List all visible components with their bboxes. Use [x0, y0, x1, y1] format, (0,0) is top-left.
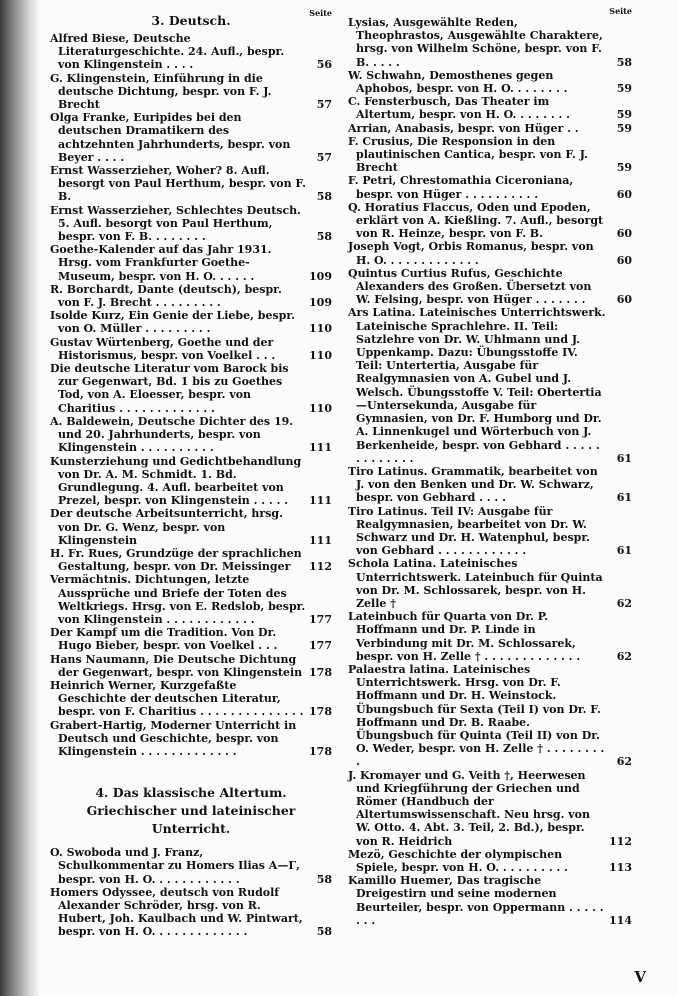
entry-text: R. Borchardt, Dante (deutsch), bespr. von F. J. Brecht . . . . . . . . . [50, 282, 282, 310]
index-entry [348, 306, 632, 464]
entry-page-number: 62 [616, 596, 632, 610]
seite-label-right: Seite [609, 6, 632, 16]
index-entry [50, 415, 332, 455]
entry-text: Vermächtnis. Dichtungen, letzte Aussprüche und Briefe der Toten des Weltkriegs. Hrsg. von E. Redslob, bespr. von Klingenstein . . . . . . . . . . . . [50, 573, 306, 626]
entry-text: O. Swoboda und J. Franz, Schulkommentar zu Homers Ilias A—Γ, bespr. von H. O. . . . . . . . . . . . [50, 846, 300, 886]
entry-page-number: 57 [316, 98, 332, 112]
entry-text: Tiro Latinus. Grammatik, bearbeitet von J. von den Benken und Dr. W. Schwarz, bespr. von Gebhard . . . . [348, 464, 598, 505]
entry-page-number: 60 [616, 187, 632, 201]
entry-page-number: 177 [309, 639, 332, 653]
index-entry [348, 663, 632, 769]
entry-page-number: 61 [616, 491, 632, 505]
left-column-header [50, 8, 332, 32]
entry-page-number: 59 [616, 121, 632, 135]
entry-text: Der deutsche Arbeitsunterricht, hrsg. von Dr. G. Wenz, bespr. von Klingenstein [50, 507, 283, 547]
entry-text: Arrian, Anabasis, bespr. von Hüger . . [348, 121, 579, 135]
entry-page-number: 59 [616, 161, 632, 175]
entry-text: F. Petri, Chrestomathia Ciceroniana, bespr. von Hüger . . . . . . . . . . [348, 174, 574, 201]
entry-page-number: 58 [316, 925, 332, 939]
seite-label-left: Seite [309, 8, 332, 18]
index-entry [50, 679, 332, 719]
entry-page-number: 61 [616, 451, 632, 465]
entry-page-number: 112 [309, 560, 332, 574]
index-entry [50, 72, 332, 112]
index-entry [50, 573, 332, 626]
entry-text: Mezö, Geschichte der olympischen Spiele, bespr. von H. O. . . . . . . . . . [348, 847, 568, 874]
page-number: V [634, 968, 646, 986]
entry-page-number: 58 [316, 872, 332, 886]
index-entry [348, 122, 632, 135]
entry-text: Schola Latina. Lateinisches Unterrichtswerk. Lateinbuch für Quinta von Dr. M. Schlossarek, bespr. von H. Zelle † [348, 557, 603, 610]
index-entry [50, 32, 332, 72]
index-entry [348, 201, 632, 241]
index-entry [50, 362, 332, 415]
entry-text: J. Kromayer und G. Veith †, Heerwesen und Kriegführung der Griechen und Römer (Handbuch der Altertumswissenschaft. Neu hrsg. von W. Otto. 4. Abt. 3. Teil, 2. Bd.), bespr. von R. Heidrich [348, 768, 590, 848]
entry-page-number: 58 [316, 190, 332, 204]
index-entry [348, 69, 632, 95]
entry-page-number: 59 [616, 82, 632, 96]
entry-page-number: 178 [309, 705, 332, 719]
entry-text: Hans Naumann, Die Deutsche Dichtung der Gegenwart, bespr. von Klingenstein [50, 652, 303, 679]
index-entry [348, 95, 632, 121]
entry-text: Q. Horatius Flaccus, Oden und Epoden, erklärt von A. Kießling. 7. Aufl., besorgt von R. Heinze, bespr. von F. B. [348, 200, 604, 241]
index-entry [50, 204, 332, 244]
index-entry [50, 336, 332, 362]
entry-page-number: 111 [309, 494, 332, 508]
entry-page-number: 113 [609, 861, 632, 874]
entry-text: H. Fr. Rues, Grundzüge der sprachlichen Gestaltung, bespr. von Dr. Meissinger [50, 546, 302, 574]
left-entry-list [50, 32, 332, 758]
index-entry [348, 505, 632, 558]
index-entry [348, 557, 632, 610]
entry-text: Grabert-Hartig, Moderner Unterricht in Deutsch und Geschichte, bespr. von Klingenstein . . . . . . . . . . . . . [50, 718, 297, 758]
entry-text: Tiro Latinus. Teil IV: Ausgabe für Realgymnasien, bearbeitet von Dr. W. Schwarz und Dr. H. Watenphul, bespr. von Gebhard . . . . . . . . . . . . [348, 504, 590, 558]
index-entry [50, 111, 332, 164]
entry-page-number: 60 [616, 253, 632, 267]
entry-text: Heinrich Werner, Kurzgefaßte Geschichte der deutschen Literatur, bespr. von F. Charitius . . . . . . . . . . . . . . [50, 678, 304, 719]
index-entry [348, 610, 632, 663]
entry-page-number: 114 [609, 913, 632, 927]
entry-page-number: 177 [309, 612, 332, 626]
entry-page-number: 60 [616, 293, 632, 307]
entry-text: Lysias, Ausgewählte Reden, Theophrastos, Ausgewählte Charaktere, hrsg. von Wilhelm Schöne, bespr. von F. B. . . . . [348, 16, 603, 69]
entry-text: Der Kampf um die Tradition. Von Dr. Hugo Bieber, bespr. von Voelkel . . . [50, 626, 278, 653]
entry-page-number: 56 [316, 58, 332, 72]
entry-page-number: 178 [309, 665, 332, 679]
index-entry [50, 653, 332, 679]
left-entry-list-section4 [50, 846, 332, 938]
index-entry [50, 164, 332, 204]
entry-text: G. Klingenstein, Einführung in die deutsche Dichtung, bespr. von F. J. Brecht [50, 71, 272, 112]
index-entry [50, 846, 332, 886]
entry-text: Isolde Kurz, Ein Genie der Liebe, bespr. von O. Müller . . . . . . . . . [50, 309, 295, 336]
entry-page-number: 178 [309, 744, 332, 758]
section-title-deutsch: 3. Deutsch. [151, 13, 231, 28]
entry-text: Ernst Wasserzieher, Schlechtes Deutsch. 5. Aufl. besorgt von Paul Herthum, bespr. von F. B. . . . . . . . [50, 203, 302, 244]
index-entry [50, 283, 332, 309]
index-entry [348, 240, 632, 266]
index-entry [348, 174, 632, 200]
entry-page-number: 62 [616, 755, 632, 769]
entry-page-number: 58 [616, 55, 632, 69]
entry-page-number: 110 [309, 322, 332, 336]
entry-text: W. Schwahn, Demosthenes gegen Aphobos, bespr. von H. O. . . . . . . . [348, 68, 568, 96]
entry-text: Ars Latina. Lateinisches Unterrichtswerk. Lateinische Sprachlehre. II. Teil: Satzlehre von Dr. W. Uhlmann und J. Uppenkamp. Dazu: Übungsstoffe IV. Teil: Untertertia, Ausgabe für Realgymnasien von A. Gubel und J. Welsch. Übungsstoffe V. Teil: Obertertia—Untersekunda, Ausgabe für Gymnasien, von Dr. F. Humborg und Dr. A. Linnenkugel und Wörterbuch von J. Berkenheide, bespr. von Gebhard . . . . . . . . . . . . . [348, 306, 606, 465]
entry-page-number: 111 [309, 533, 332, 547]
index-entry [50, 455, 332, 508]
entry-page-number: 59 [616, 108, 632, 122]
entry-page-number: 60 [616, 227, 632, 241]
entry-page-number: 57 [316, 150, 332, 164]
entry-text: Gustav Würtenberg, Goethe und der Historismus, bespr. von Voelkel . . . [50, 335, 276, 362]
index-entry [50, 886, 332, 939]
entry-page-number: 109 [309, 269, 332, 283]
entry-text: F. Crusius, Die Responsion in den plautinischen Cantica, bespr. von F. J. Brecht [348, 134, 588, 175]
entry-page-number: 110 [309, 401, 332, 415]
index-entry [348, 267, 632, 307]
index-entry [348, 769, 632, 848]
index-entry [50, 719, 332, 759]
index-entry [50, 507, 332, 547]
entry-page-number: 112 [609, 834, 632, 848]
entry-text: Homers Odyssee, deutsch von Rudolf Alexander Schröder, hrsg. von R. Hubert, Joh. Kaulbach und W. Pintwart, bespr. von H. O. . . . . . . . . . . . . [50, 885, 303, 939]
index-entry [50, 309, 332, 335]
entry-text: Olga Franke, Euripides bei den deutschen Dramatikern des achtzehnten Jahrhunderts, bespr. von Beyer . . . . [50, 111, 291, 164]
entry-text: Die deutsche Literatur vom Barock bis zur Gegenwart, Bd. 1 bis zu Goethes Tod, von A. Eloesser, bespr. von Charitius . . . . . . . . . . . . . [50, 362, 289, 415]
entry-text: Joseph Vogt, Orbis Romanus, bespr. von H. O. . . . . . . . . . . . . [348, 240, 594, 267]
entry-text: Kamillo Huemer, Das tragische Dreigestirn und seine modernen Beurteiler, bespr. von Oppermann . . . . . . . . [348, 874, 604, 927]
index-entry [348, 874, 632, 927]
entry-text: Kunsterziehung und Gedichtbehandlung von Dr. A. M. Schmidt. 1. Bd. Grundlegung. 4. Aufl. bearbeitet von Prezel, bespr. von Klingenstein . . . . . [50, 454, 302, 508]
entry-text: Goethe-Kalender auf das Jahr 1931. Hrsg. vom Frankfurter Goethe-Museum, bespr. von H. O. . . . . . [50, 243, 272, 283]
entry-text: Lateinbuch für Quarta von Dr. P. Hoffmann und Dr. P. Linde in Verbindung mit Dr. M. Schlossarek, bespr. von H. Zelle † . . . . . . . . . . . . . [348, 610, 581, 663]
right-entry-list [348, 8, 632, 927]
entry-text: Alfred Biese, Deutsche Literaturgeschichte. 24. Aufl., bespr. von Klingenstein . . . . [50, 32, 285, 72]
index-entry [348, 465, 632, 505]
entry-text: C. Fensterbusch, Das Theater im Altertum, bespr. von H. O. . . . . . . . [348, 95, 570, 122]
entry-page-number: 109 [309, 296, 332, 310]
entry-text: Palaestra latina. Lateinisches Unterrichtswerk. Hrsg. von Dr. F. Hoffmann und Dr. H. Weinstock. Übungsbuch für Sexta (Teil I) von Dr. F. Hoffmann und Dr. B. Raabe. Übungsbuch für Quinta (Teil II) von Dr. O. Weder, bespr. von H. Zelle † . . . . . . . . . [348, 662, 605, 769]
right-column [348, 8, 632, 927]
entry-page-number: 61 [616, 544, 632, 558]
index-entry [50, 547, 332, 573]
section-4-heading [50, 780, 332, 838]
index-entry [348, 135, 632, 175]
entry-page-number: 111 [309, 441, 332, 455]
entry-page-number: 62 [616, 649, 632, 663]
entry-text: Ernst Wasserzieher, Woher? 8. Aufl. besorgt von Paul Herthum, bespr. von F. B. [50, 164, 306, 204]
index-entry [50, 243, 332, 283]
entry-text: A. Baldewein, Deutsche Dichter des 19. und 20. Jahrhunderts, bespr. von Klingenstein . . . . . . . . . . [50, 414, 294, 455]
index-entry [348, 848, 632, 874]
left-column [50, 8, 332, 939]
index-entry [348, 16, 632, 69]
entry-page-number: 58 [316, 230, 332, 244]
page-gutter-shadow [0, 0, 40, 996]
section-title-altertum: 4. Das klassische Altertum. Griechischer und lateinischer Unterricht. [86, 785, 296, 837]
entry-text: Quintus Curtius Rufus, Geschichte Alexanders des Großen. Übersetzt von W. Felsing, bespr. von Hüger . . . . . . . [348, 266, 592, 307]
index-entry [50, 626, 332, 652]
entry-page-number: 110 [309, 348, 332, 362]
